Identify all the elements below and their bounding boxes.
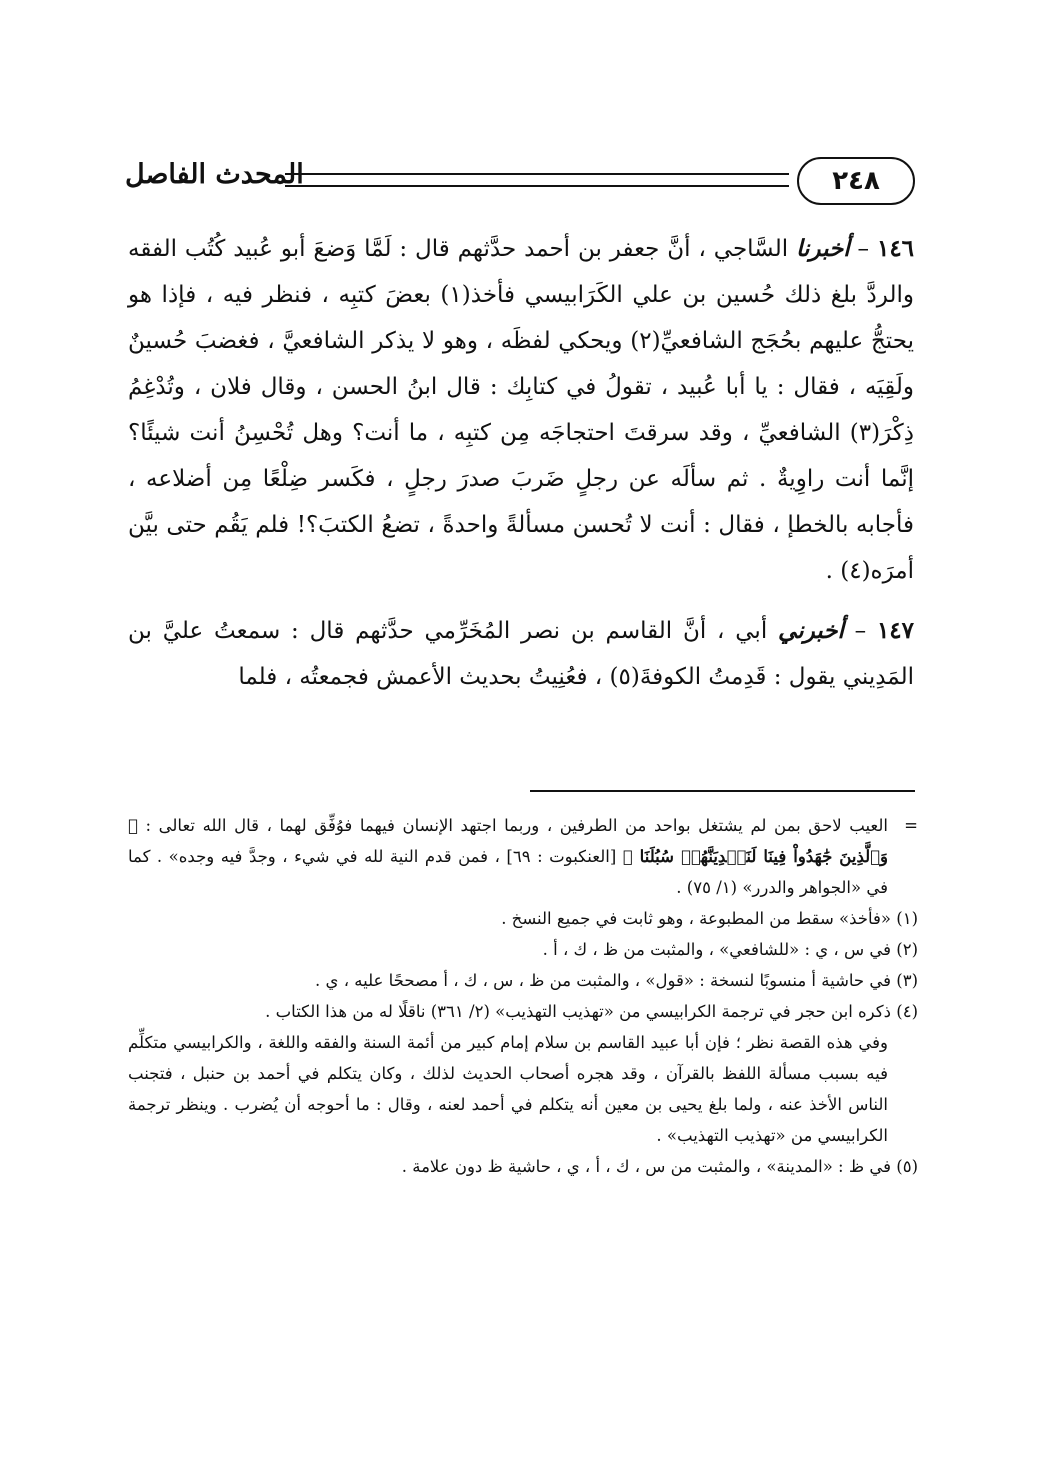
paragraph-147	[128, 608, 914, 700]
hadith-number: ١٤٦	[876, 235, 915, 262]
footnote-5: (٥) في ظ : «المدينة» ، والمثبت من س ، ك ، أ ، ي ، حاشية ظ دون علامة .	[401, 1157, 918, 1176]
footnote-2: (٢) في س ، ي : «للشافعي» ، والمثبت من ظ ، ك ، أ .	[542, 940, 918, 959]
footnote-continuation	[128, 810, 918, 903]
paragraph-146	[128, 226, 914, 594]
continuation-text: [العنكبوت : ٦٩] ، فمن قدم النية لله في شيء ، وجدَّ فيه وجده» . كما في «الجواهر والدرر» (١/ ٧٥) .	[128, 847, 888, 897]
footnote-4: (٤) ذكره ابن حجر في ترجمة الكرابيسي من «تهذيب التهذيب» (٢/ ٣٦١) ناقلًا له من هذا الكتاب .	[265, 1002, 918, 1021]
header-double-rule	[285, 173, 789, 187]
footnote-separator	[530, 790, 915, 792]
page-header	[125, 155, 915, 211]
paragraph-text: السَّاجي ، أنَّ جعفر بن أحمد حدَّثهم قال : لَمَّا وَضعَ أبو عُبيد كُتُب الفقه والردَّ بلغ ذلك حُسين بن علي الكَرَابيسي فأخذ(١) بعضَ كتبِه ، فنظر فيه ، فإذا هو يحتجُّ عليهم بحُجَج الشافعيِّ(٢) ويحكي لفظَه ، وهو لا يذكر الشافعيَّ ، فغضبَ حُسينٌ ولَقِيَه ، فقال : يا أبا عُبيد ، تقولُ في كتابِك : قال ابنُ الحسن ، وقال فلان ، وتُدْغِمُ ذِكْرَ(٣) الشافعيِّ ، وقد سرقتَ احتجاجَه مِن كتبِه ، ما أنت؟ وهل تُحْسِنُ أنت شيئًا؟ إنَّما أنت راوِيةٌ . ثم سألَه عن رجلٍ ضَربَ صدرَ رجلٍ ، فكَسر ضِلْعًا مِن أضلاعه ، فأجابه بالخطإ ، فقال : أنت لا تُحسن مسألةً واحدةً ، تضعُ الكتبَ؟! فلم يَقُم حتى بيَّن أمرَه(٤) .	[128, 236, 914, 584]
narration-keyword: أخبرني	[778, 617, 844, 644]
footnotes	[128, 810, 918, 1182]
narration-keyword: أخبرنا	[796, 235, 850, 262]
quran-verse: ﴿ وَٱلَّذِينَ جَٰهَدُواْ فِينَا لَنَهۡدِيَنَّهُمۡ سُبُلَنَا ﴾	[128, 816, 889, 866]
hadith-number: ١٤٧	[876, 617, 914, 644]
paragraph-text: أبي ، أنَّ القاسم بن نصر المُخَرِّمي حدَّثهم قال : سمعتُ عليَّ بن المَدِيني يقول : قَدِمتُ الكوفةَ(٥) ، فعُنِيتُ بحديث الأعمش فجمعتُه ، فلما	[128, 618, 914, 690]
continuation-marker: =	[904, 816, 918, 835]
continuation-text: العيب لاحق بمن لم يشتغل بواحد من الطرفين ، وربما اجتهد الإنسان فيهما فوُفِّق لهما ، قال الله تعالى :	[145, 816, 889, 835]
main-text	[128, 226, 914, 700]
page-number: ٢٤٨	[797, 157, 915, 205]
footnote-4-commentary: وفي هذه القصة نظر ؛ فإن أبا عبيد القاسم بن سلام إمام كبير من أئمة السنة والفقه واللغة ، والكرابيسي متكلِّم فيه بسبب مسألة اللفظ بالقرآن ، وقد هجره أصحاب الحديث لذلك ، وكان يتكلم في أحمد بن حنبل ، فتجنب الناس الأخذ عنه ، ولما بلغ يحيى بن معين أنه يتكلم في أحمد لعنه ، وقال : ما أحوجه أن يُضرب . وينظر ترجمة الكرابيسي من «تهذيب التهذيب» .	[128, 1033, 888, 1145]
dash-separator: –	[849, 236, 870, 262]
dash-separator: –	[843, 618, 867, 644]
footnote-1: (١) «فأخذ» سقط من المطبوعة ، وهو ثابت في جميع النسخ .	[501, 909, 918, 928]
footnote-3: (٣) في حاشية أ منسوبًا لنسخة : «قول» ، والمثبت من ظ ، س ، ك ، أ مصححًا عليه ، ي .	[315, 971, 918, 990]
book-title: المحدث الفاصل	[125, 159, 304, 190]
